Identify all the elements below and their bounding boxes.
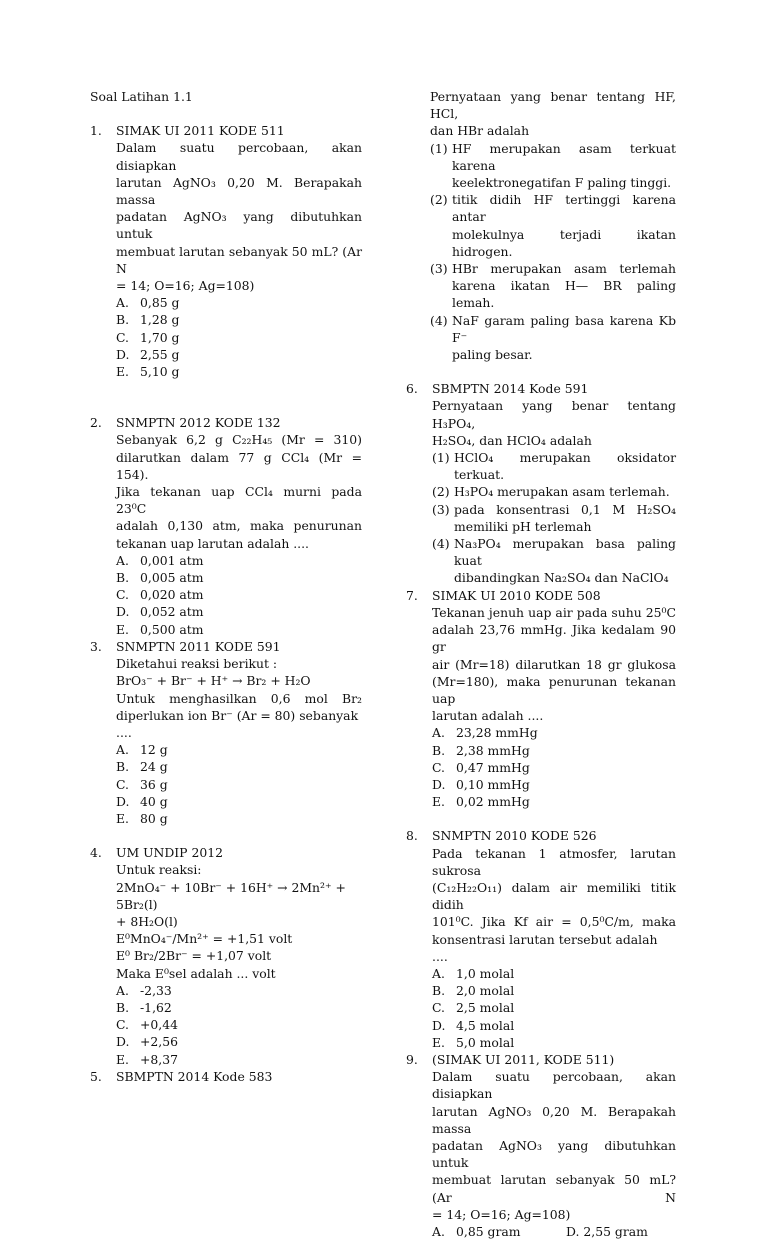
question-text: (C₁₂H₂₂O₁₁) dalam air memiliki titik didih [432, 879, 676, 913]
statement: (2) H₃PO₄ merupakan asam terlemah. [432, 484, 670, 500]
question-number: 3. [90, 638, 102, 654]
question-text: dan HBr adalah [430, 123, 530, 139]
right-column [406, 88, 676, 1240]
question-text: Tekanan jenuh uap air pada suhu 25⁰C [432, 604, 676, 620]
question-8 [406, 827, 676, 1051]
question-7 [406, 587, 676, 811]
question-text: Jika tekanan uap CCl₄ murni pada 23⁰C [116, 484, 362, 517]
reaction-equation: 2MnO₄⁻ + 10Br⁻ + 16H⁺ → 2Mn²⁺ + 5Br₂(l) [116, 879, 346, 912]
statement-cont: karena ikatan H— BR paling lemah. [452, 278, 676, 311]
answer-option: B. 2,38 mmHg [432, 742, 530, 758]
question-text: Dalam suatu percobaan, akan disiapkan [432, 1069, 676, 1102]
answer-option: A. -2,33 [116, 982, 172, 998]
question-text: konsentrasi larutan tersebut adalah .... [432, 931, 658, 964]
question-1 [90, 122, 362, 380]
question-number: 7. [406, 587, 418, 603]
question-source: SIMAK UI 2010 KODE 508 [432, 587, 601, 603]
answer-option: D. 2,55 g [116, 346, 180, 362]
statement: (4) Na₃PO₄ merupakan basa paling kuat [432, 536, 676, 569]
question-source: (SIMAK UI 2011, KODE 511) [432, 1051, 615, 1067]
question-text: membuat larutan sebanyak 50 mL? (Ar N [116, 243, 362, 276]
question-2 [90, 414, 362, 638]
question-5-body [406, 88, 676, 363]
question-source: UM UNDIP 2012 [116, 845, 223, 861]
question-number: 4. [90, 845, 102, 861]
statement: (1) HF merupakan asam terkuat karena [430, 140, 676, 173]
question-text: tekanan uap larutan adalah .... [116, 535, 309, 551]
answer-option: D. +2,56 [116, 1034, 178, 1050]
question-number: 6. [406, 381, 418, 397]
answer-option: A. 12 g [116, 742, 168, 758]
answer-option: C. 36 g [116, 776, 168, 792]
answer-option: D. 40 g [116, 793, 168, 809]
answer-option: B. -1,62 [116, 999, 172, 1015]
question-text: adalah 23,76 mmHg. Jika kedalam 90 gr [432, 622, 676, 655]
question-text: Untuk menghasilkan 0,6 mol Br₂ [116, 690, 362, 706]
question-number: 1. [90, 123, 102, 139]
answer-option: D. 2,55 gram [566, 1224, 648, 1239]
question-number: 2. [90, 415, 102, 431]
answer-option: D. 4,5 molal [432, 1017, 515, 1033]
reaction-equation: + 8H₂O(l) [116, 913, 178, 929]
question-text: Pada tekanan 1 atmosfer, larutan sukrosa [432, 845, 676, 878]
potential-value: E⁰ Br₂/2Br⁻ = +1,07 volt [116, 948, 272, 964]
answer-option: A. 0,85 gram [432, 1224, 521, 1239]
question-text: padatan AgNO₃ yang dibutuhkan untuk [116, 209, 362, 242]
left-column [90, 88, 362, 1085]
statement-cont: paling besar. [452, 347, 533, 363]
statement: (3) pada konsentrasi 0,1 M H₂SO₄ [432, 501, 676, 517]
question-text: larutan AgNO₃ 0,20 M. Berapakah massa [432, 1103, 676, 1136]
answer-option: B. 2,0 molal [432, 983, 515, 999]
question-text: Maka E⁰sel adalah ... volt [116, 965, 276, 981]
question-text: Dalam suatu percobaan, akan disiapkan [116, 140, 362, 173]
answer-option: E. 0,02 mmHg [432, 794, 530, 810]
answer-option: C. 2,5 molal [432, 1000, 515, 1016]
question-text: 101⁰C. Jika Kf air = 0,5⁰C/m, maka [432, 914, 676, 930]
statement: (4) NaF garam paling basa karena Kb F⁻ [430, 312, 676, 345]
question-3 [90, 638, 362, 827]
question-text: = 14; O=16; Ag=108) [432, 1206, 571, 1222]
question-text: dilarutkan dalam 77 g CCl₄ (Mr = 154). [116, 449, 362, 482]
question-text: Diketahui reaksi berikut : [116, 656, 278, 672]
answer-option: C. +0,44 [116, 1017, 178, 1033]
question-text: air (Mr=18) dilarutkan 18 gr glukosa [432, 656, 676, 672]
answer-option: C. 1,70 g [116, 329, 180, 345]
answer-option: A. 0,001 atm [116, 552, 204, 568]
question-text: H₂SO₄, dan HClO₄ adalah [432, 432, 592, 448]
statement: (1) HClO₄ merupakan oksidator terkuat. [432, 450, 676, 483]
answer-option: C. 0,47 mmHg [432, 759, 530, 775]
reaction-equation: BrO₃⁻ + Br⁻ + H⁺ → Br₂ + H₂O [116, 673, 311, 689]
question-text: Pernyataan yang benar tentang H₃PO₄, [432, 398, 676, 431]
answer-option: E. 5,10 g [116, 364, 180, 380]
answer-option: B. 24 g [116, 759, 168, 775]
question-number: 9. [406, 1051, 418, 1067]
question-text: membuat larutan sebanyak 50 mL? (Ar N [432, 1172, 676, 1205]
potential-value: E⁰MnO₄⁻/Mn²⁺ = +1,51 volt [116, 931, 293, 947]
answer-option: A. 23,28 mmHg [432, 725, 538, 741]
question-number: 8. [406, 828, 418, 844]
question-text: Pernyataan yang benar tentang HF, HCl, [430, 89, 676, 122]
question-source: SNMPTN 2011 KODE 591 [116, 638, 281, 654]
answer-option: E. 80 g [116, 810, 168, 826]
answer-option: B. 0,005 atm [116, 570, 204, 586]
statement-cont: keelektronegatifan F paling tinggi. [452, 175, 672, 191]
answer-option: A. 0,85 g [116, 295, 180, 311]
question-source: SNMPTN 2012 KODE 132 [116, 415, 281, 431]
question-text: larutan adalah .... [432, 708, 544, 724]
answer-option: D. 0,052 atm [116, 604, 204, 620]
question-text: (Mr=180), maka penurunan tekanan uap [432, 673, 676, 706]
question-text: Untuk reaksi: [116, 862, 202, 878]
statement: (3) HBr merupakan asam terlemah [430, 261, 676, 277]
question-text: diperlukan ion Br⁻ (Ar = 80) sebanyak .... [116, 707, 359, 740]
answer-option: A. 1,0 molal [432, 965, 515, 981]
answer-option: D. 0,10 mmHg [432, 776, 530, 792]
statement-cont: dibandingkan Na₂SO₄ dan NaClO₄ [454, 570, 669, 586]
question-text: larutan AgNO₃ 0,20 M. Berapakah massa [116, 174, 362, 208]
question-number: 5. [90, 1068, 102, 1084]
answer-option: B. 1,28 g [116, 312, 180, 328]
question-source: SNMPTN 2010 KODE 526 [432, 828, 597, 844]
question-text: padatan AgNO₃ yang dibutuhkan untuk [432, 1137, 676, 1171]
question-source: SBMPTN 2014 Kode 583 [116, 1068, 273, 1084]
answer-option: C. 0,020 atm [116, 587, 204, 603]
question-6 [406, 380, 676, 586]
question-4 [90, 844, 362, 1068]
statement-cont: molekulnya terjadi ikatan hidrogen. [452, 226, 676, 259]
question-source: SIMAK UI 2011 KODE 511 [116, 123, 285, 139]
statement-cont: memiliki pH terlemah [454, 518, 592, 534]
question-text: adalah 0,130 atm, maka penurunan [116, 518, 362, 534]
page-title: Soal Latihan 1.1 [90, 89, 193, 104]
question-source: SBMPTN 2014 Kode 591 [432, 381, 589, 397]
question-text: Sebanyak 6,2 g C₂₂H₄₅ (Mr = 310) [116, 432, 362, 448]
answer-row [432, 1223, 676, 1240]
question-text: = 14; O=16; Ag=108) [116, 278, 255, 294]
statement: (2) titik didih HF tertinggi karena antar [430, 192, 676, 225]
question-9 [406, 1051, 676, 1240]
question-5-heading [90, 1068, 362, 1085]
answer-option: E. 0,500 atm [116, 621, 204, 637]
answer-option: E. +8,37 [116, 1051, 178, 1067]
answer-option: E. 5,0 molal [432, 1034, 515, 1050]
